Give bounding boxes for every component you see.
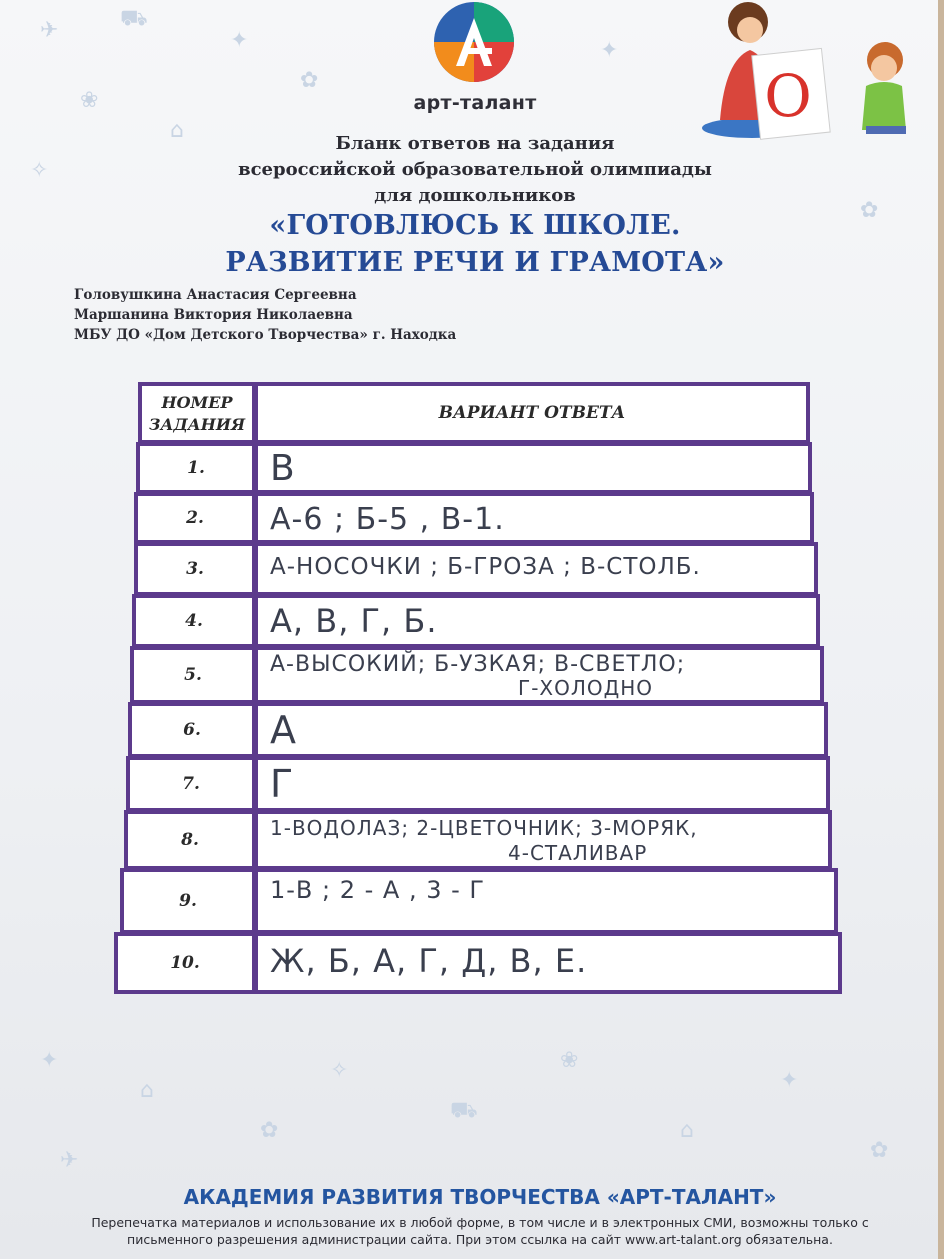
doodle-house-icon: ⌂ xyxy=(170,118,184,143)
footer-academy-title: АКАДЕМИЯ РАЗВИТИЯ ТВОРЧЕСТВА «АРТ-ТАЛАНТ» xyxy=(183,1185,777,1209)
doodle-flower-icon: ✿ xyxy=(300,68,319,93)
doodle-rocket-icon: ✈ xyxy=(60,1148,79,1173)
answer-cell xyxy=(254,932,842,994)
footer-note-line: Перепечатка материалов и использование их в любой форме, в том числе и в электронных СМИ, возможны только с xyxy=(91,1215,869,1230)
answer-text: А-6 ; Б-5 , В-1. xyxy=(270,502,505,537)
sheet-heading-line-2: всероссийской образовательной олимпиады xyxy=(238,159,712,180)
table-row xyxy=(112,868,842,934)
answer-cell xyxy=(254,868,838,934)
task-number: 3. xyxy=(134,542,256,596)
task-number: 7. xyxy=(126,756,256,812)
doodle-star-icon: ✦ xyxy=(230,28,249,53)
answer-text: А xyxy=(270,708,297,752)
doodle-star-icon: ✦ xyxy=(600,38,619,63)
olympiad-title-line-2: РАЗВИТИЕ РЕЧИ И ГРАМОТА» xyxy=(225,247,725,278)
table-header-row xyxy=(112,382,842,444)
doodle-car-icon: ⛟ xyxy=(450,1098,478,1123)
answer-cell xyxy=(254,756,830,812)
doodle-flower-icon: ✿ xyxy=(860,198,879,223)
sheet-heading-line-1: Бланк ответов на задания xyxy=(335,133,615,154)
answer-cell xyxy=(254,646,824,704)
doodle-house-icon: ⌂ xyxy=(680,1118,694,1143)
task-number: 10. xyxy=(114,932,256,994)
illustration-card-letter: О xyxy=(764,62,812,130)
table-row xyxy=(112,756,842,812)
answer-text: Г xyxy=(270,762,295,806)
answer-cell xyxy=(254,702,828,758)
author-name: Головушкина Анастасия Сергеевна xyxy=(74,287,357,303)
doodle-flower-icon: ✿ xyxy=(870,1138,889,1163)
task-number: 4. xyxy=(132,594,256,648)
doodle-star-icon: ✧ xyxy=(30,158,49,183)
task-number: 8. xyxy=(124,810,256,870)
number-column-header xyxy=(138,382,256,444)
teacher-and-child-illustration xyxy=(690,0,920,145)
table-row xyxy=(112,810,842,870)
answer-text: Ж, Б, А, Г, Д, В, Е. xyxy=(270,942,588,980)
table-row xyxy=(112,542,842,596)
answer-cell xyxy=(254,542,818,596)
doodle-flower-icon: ❀ xyxy=(80,88,99,113)
footer-note-line: письменного разрешения администрации сайта. При этом ссылка на сайт www.art-talant.org обязательна. xyxy=(127,1232,833,1247)
organization-name: МБУ ДО «Дом Детского Творчества» г. Находка xyxy=(74,327,457,343)
answer-text: 1-ВОДОЛАЗ; 2-ЦВЕТОЧНИК; 3-МОРЯК, xyxy=(270,816,698,840)
brand-name: арт-талант xyxy=(413,92,537,114)
doodle-flower-icon: ✿ xyxy=(260,1118,279,1143)
olympiad-title-line-1: «ГОТОВЛЮСЬ К ШКОЛЕ. xyxy=(269,210,681,241)
answer-cell xyxy=(254,810,832,870)
task-number: 1. xyxy=(136,442,256,494)
table-row xyxy=(112,646,842,704)
authors-block xyxy=(74,285,456,345)
table-row xyxy=(112,492,842,544)
answer-text: 1-В ; 2 - А , 3 - Г xyxy=(270,876,486,904)
answer-cell xyxy=(254,442,812,494)
doodle-house-icon: ⌂ xyxy=(140,1078,154,1103)
table-row xyxy=(112,932,842,994)
doodle-rocket-icon: ✈ xyxy=(40,18,59,43)
task-number: 9. xyxy=(120,868,256,934)
table-row xyxy=(112,594,842,648)
table-edge xyxy=(938,0,944,1259)
doodle-car-icon: ⛟ xyxy=(120,6,148,31)
answer-text: А-НОСОЧКИ ; Б-ГРОЗА ; В-СТОЛБ. xyxy=(270,554,701,580)
answer-cell xyxy=(254,594,820,648)
answer-text: В xyxy=(270,448,296,489)
art-talant-logo-icon xyxy=(428,0,520,82)
number-header-line: НОМЕР xyxy=(161,393,233,412)
task-number: 5. xyxy=(130,646,256,704)
table-row xyxy=(112,702,842,758)
footer-copyright-note xyxy=(70,1214,890,1248)
doodle-star-icon: ✦ xyxy=(780,1068,799,1093)
answer-column-header: ВАРИАНТ ОТВЕТА xyxy=(254,382,810,444)
doodle-star-icon: ✧ xyxy=(330,1058,349,1083)
number-header-line: ЗАДАНИЯ xyxy=(148,415,246,434)
doodle-star-icon: ✦ xyxy=(40,1048,59,1073)
answer-text-continued: Г-ХОЛОДНО xyxy=(518,676,654,700)
author-name: Маршанина Виктория Николаевна xyxy=(74,307,353,323)
answer-table xyxy=(112,382,842,994)
task-number: 2. xyxy=(134,492,256,544)
task-number: 6. xyxy=(128,702,256,758)
answer-text-continued: 4-СТАЛИВАР xyxy=(508,841,648,865)
doodle-flower-icon: ❀ xyxy=(560,1048,579,1073)
answer-text: А, В, Г, Б. xyxy=(270,602,438,640)
sheet-heading-line-3: для дошкольников xyxy=(374,185,576,206)
answer-text: А-ВЫСОКИЙ; Б-УЗКАЯ; В-СВЕТЛО; xyxy=(270,652,686,677)
table-row xyxy=(112,442,842,494)
answer-cell xyxy=(254,492,814,544)
